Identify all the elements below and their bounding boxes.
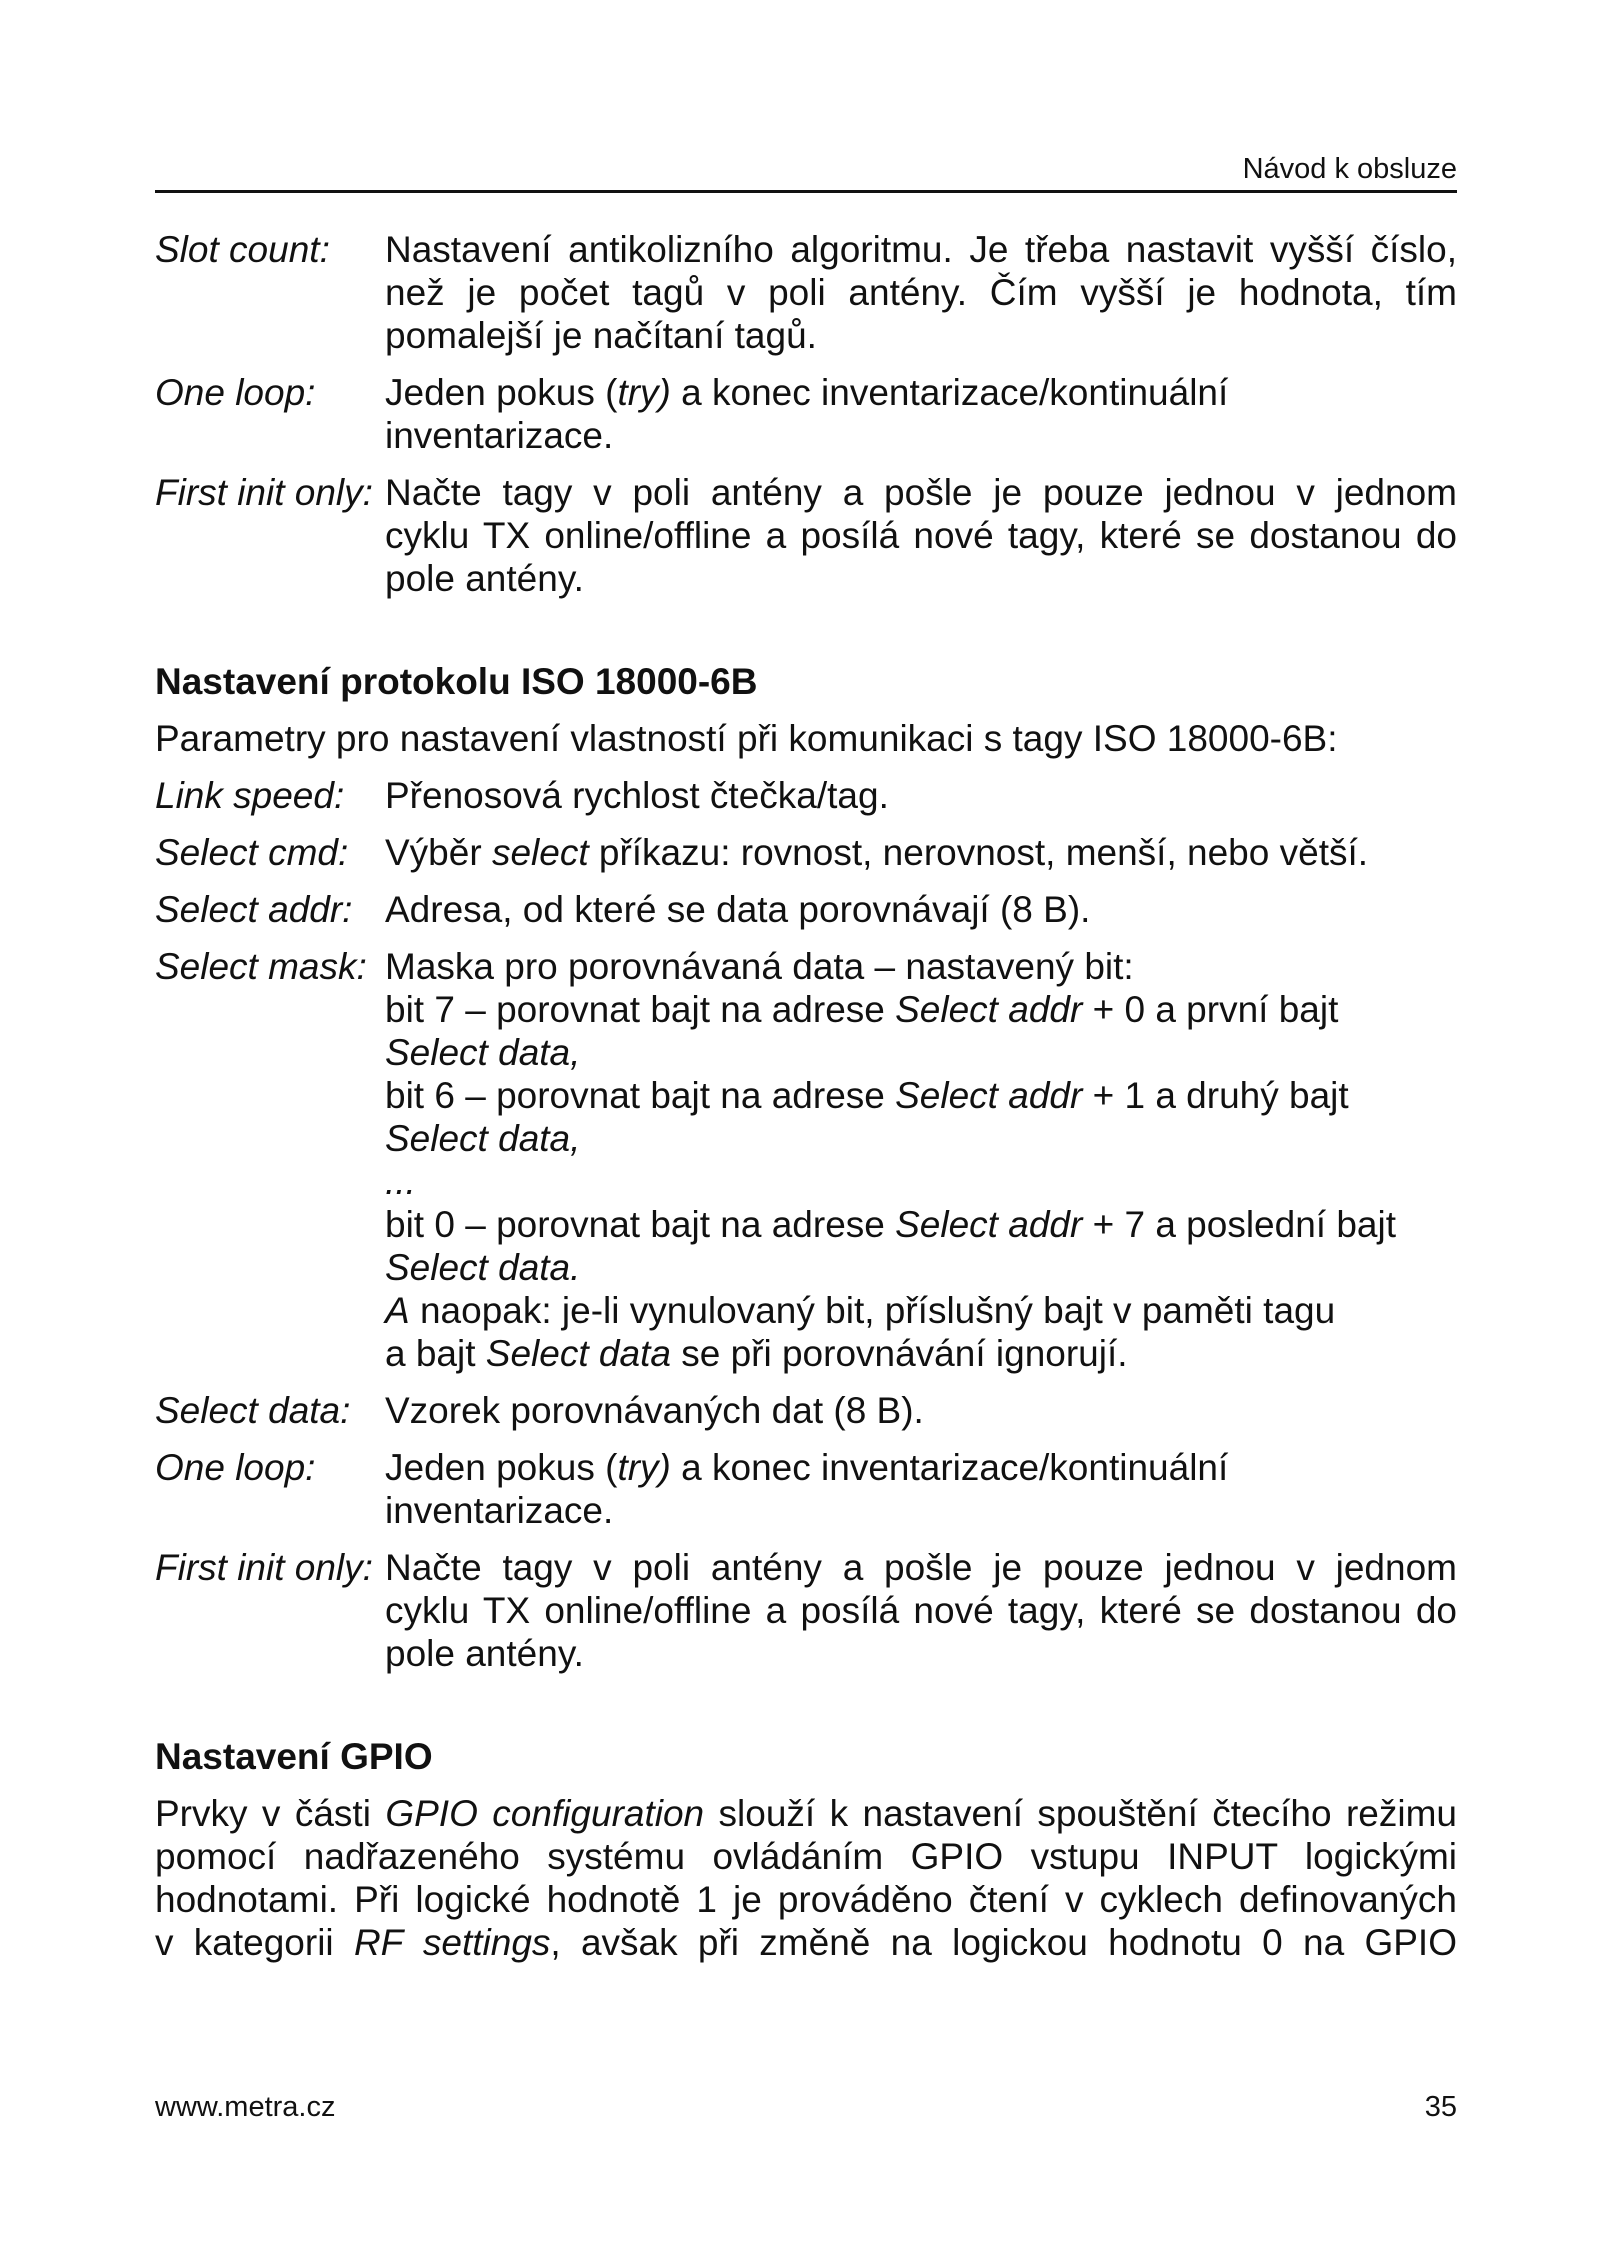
page-number: 35 [1424, 2091, 1457, 2123]
definition-slot-count [155, 228, 1457, 357]
section-intro-iso: Parametry pro nastavení vlastností při komunikaci s tagy ISO 18000-6B: [155, 718, 1338, 759]
definition-term: Link speed: [155, 775, 345, 816]
definition-term: Select data: [155, 1390, 351, 1431]
definition-description: Výběr select příkazu: rovnost, nerovnost, menší, nebo větší. [385, 832, 1369, 873]
gpio-paragraph: Prvky v části GPIO configuration slouží k nastavení spouštění čtecího režimu pomocí nadřazeného systému ovládáním GPIO vstupu INPUT logickými hodnotami. Při logické hodnotě 1 je prováděno čtení v cyklech definovaných v kategorii RF settings, avšak při změně na logickou hodnotu 0 na GPIO [155, 1793, 1457, 1963]
definition-term: Select addr: [155, 889, 353, 930]
definition-description: Načte tagy v poli antény a pošle je pouze jednou v jednom cyklu TX online/offline a posílá nové tagy, které se dostanou do pole antény. [385, 472, 1457, 599]
footer-url: www.metra.cz [155, 2091, 336, 2123]
definition-select-cmd [155, 831, 1457, 874]
definition-first-init-only [155, 471, 1457, 600]
definition-description: Maska pro porovnávaná data – nastavený bit: bit 7 – porovnat bajt na adrese Select addr + 0 a první bajt Select data, bit 6 – porovnat bajt na adrese Select addr + 1 a druhý bajt Select data, ... bit 0 – porovnat bajt na adrese Select addr + 7 a poslední bajt Select data. A naopak: je-li vynulovaný bit, příslušný bajt v paměti tagu a bajt Select data se při porovnávání ignorují. [385, 946, 1397, 1374]
definition-one-loop [155, 371, 1457, 457]
definition-description: Načte tagy v poli antény a pošle je pouze jednou v jednom cyklu TX online/offline a posílá nové tagy, které se dostanou do pole antény. [385, 1547, 1457, 1674]
definition-term: One loop: [155, 1447, 316, 1488]
document-body [155, 228, 1457, 1978]
header-rule [155, 190, 1457, 193]
definition-link-speed [155, 774, 1457, 817]
section-title-iso: Nastavení protokolu ISO 18000-6B [155, 661, 758, 702]
definition-select-addr [155, 888, 1457, 931]
definition-term: First init only: [155, 472, 373, 513]
definition-description: Adresa, od které se data porovnávají (8 B). [385, 889, 1091, 930]
definition-term: Slot count: [155, 229, 330, 270]
definition-description: Jeden pokus (try) a konec inventarizace/kontinuální inventarizace. [385, 372, 1229, 456]
definition-one-loop-iso [155, 1446, 1457, 1532]
document-page [155, 0, 1457, 2264]
definition-term: Select cmd: [155, 832, 349, 873]
section-title-gpio: Nastavení GPIO [155, 1736, 433, 1777]
definition-term: First init only: [155, 1547, 373, 1588]
definition-description: Přenosová rychlost čtečka/tag. [385, 775, 889, 816]
definition-first-init-only-iso [155, 1546, 1457, 1675]
definition-term: One loop: [155, 372, 316, 413]
definition-description: Nastavení antikolizního algoritmu. Je třeba nastavit vyšší číslo, než je počet tagů v poli antény. Čím vyšší je hodnota, tím pomalejší je načítaní tagů. [385, 229, 1457, 356]
definition-term: Select mask: [155, 946, 367, 987]
definition-description: Jeden pokus (try) a konec inventarizace/kontinuální inventarizace. [385, 1447, 1229, 1531]
definition-select-data [155, 1389, 1457, 1432]
definition-description: Vzorek porovnávaných dat (8 B). [385, 1390, 924, 1431]
running-header: Návod k obsluze [1242, 153, 1457, 185]
definition-select-mask [155, 945, 1457, 1375]
